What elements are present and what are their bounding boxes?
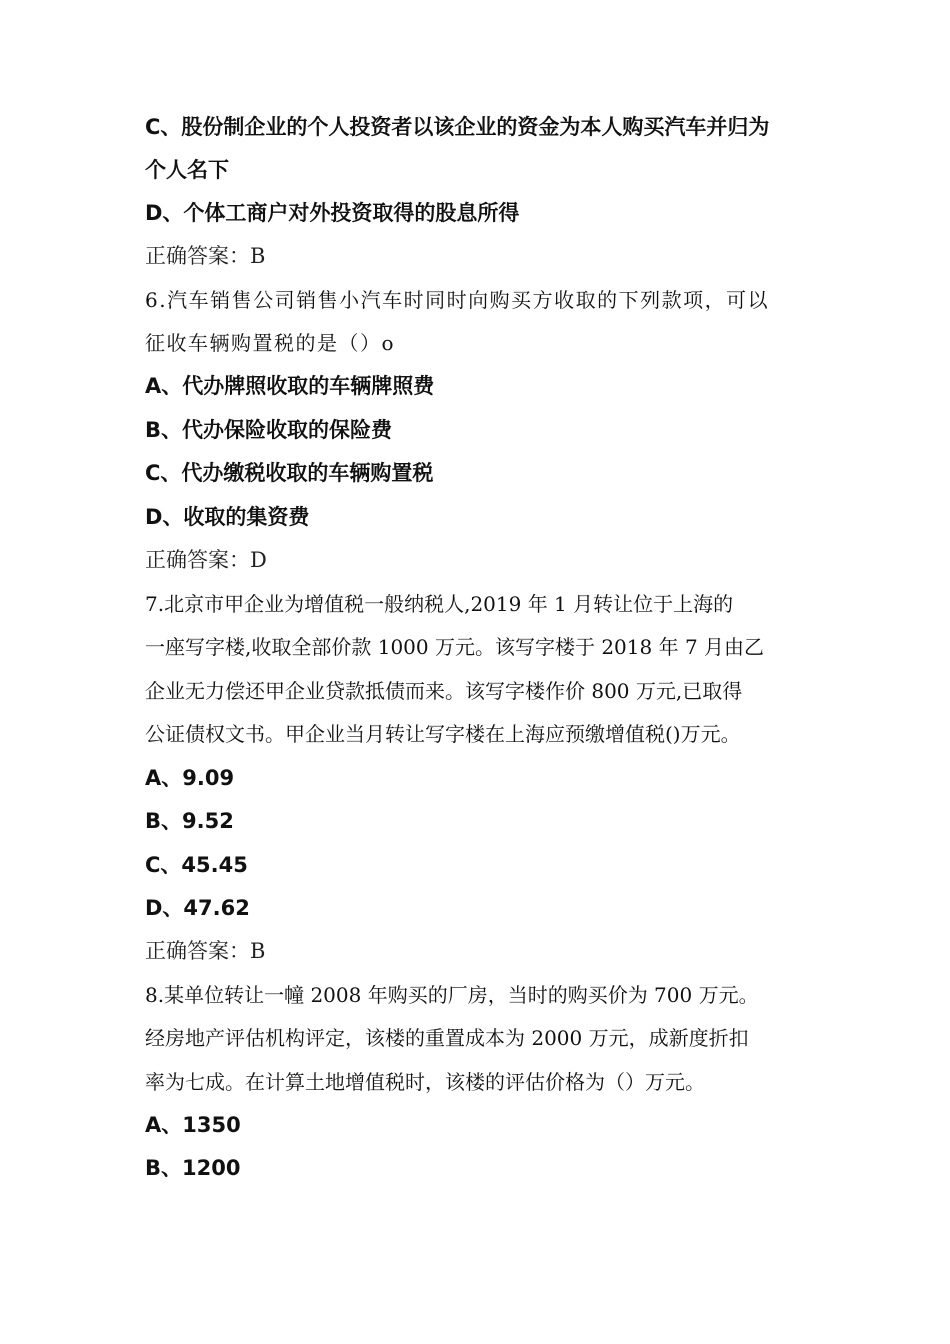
question-8-line2: 经房地产评估机构评定，该楼的重置成本为 2000 万元，成新度折扣 [145, 1026, 749, 1050]
question-7-line1: 7.北京市甲企业为增值税一般纳税人,2019 年 1 月转让位于上海的 [145, 592, 734, 616]
question-8-line3: 率为七成。在计算土地增值税时，该楼的评估价格为（）万元。 [145, 1070, 705, 1094]
option-c-line2: 个人名下 [145, 158, 229, 182]
question-6-line1: 6.汽车销售公司销售小汽车时同时向购买方收取的下列款项，可以 [145, 288, 770, 312]
q7-option-c: C、45.45 [145, 853, 248, 877]
answer-q7: 正确答案：B [145, 939, 266, 963]
question-8-line1: 8.某单位转让一幢 2008 年购买的厂房，当时的购买价为 700 万元。 [145, 983, 759, 1007]
q8-option-a: A、1350 [145, 1113, 241, 1137]
q7-option-a: A、9.09 [145, 766, 235, 790]
answer-q5: 正确答案：B [145, 244, 266, 268]
q8-option-b: B、1200 [145, 1156, 241, 1180]
question-7-line2: 一座写字楼,收取全部价款 1000 万元。该写字楼于 2018 年 7 月由乙 [145, 635, 765, 659]
question-7-line3: 企业无力偿还甲企业贷款抵债而来。该写字楼作价 800 万元,已取得 [145, 679, 743, 703]
q7-option-b: B、9.52 [145, 809, 234, 833]
q7-option-d: D、47.62 [145, 896, 250, 920]
q6-option-c: C、代办缴税收取的车辆购置税 [145, 461, 434, 485]
answer-q6: 正确答案：D [145, 548, 267, 572]
q6-option-b: B、代办保险收取的保险费 [145, 418, 393, 442]
q6-option-d: D、收取的集资费 [145, 505, 310, 529]
question-6-line2: 征收车辆购置税的是（）o [145, 331, 396, 355]
question-7-line4: 公证债权文书。甲企业当月转让写字楼在上海应预缴增值税()万元。 [145, 722, 741, 746]
option-c-line1: C、股份制企业的个人投资者以该企业的资金为本人购买汽车并归为 [145, 115, 770, 139]
q6-option-a: A、代办牌照收取的车辆牌照费 [145, 374, 435, 398]
option-d: D、个体工商户对外投资取得的股息所得 [145, 201, 520, 225]
